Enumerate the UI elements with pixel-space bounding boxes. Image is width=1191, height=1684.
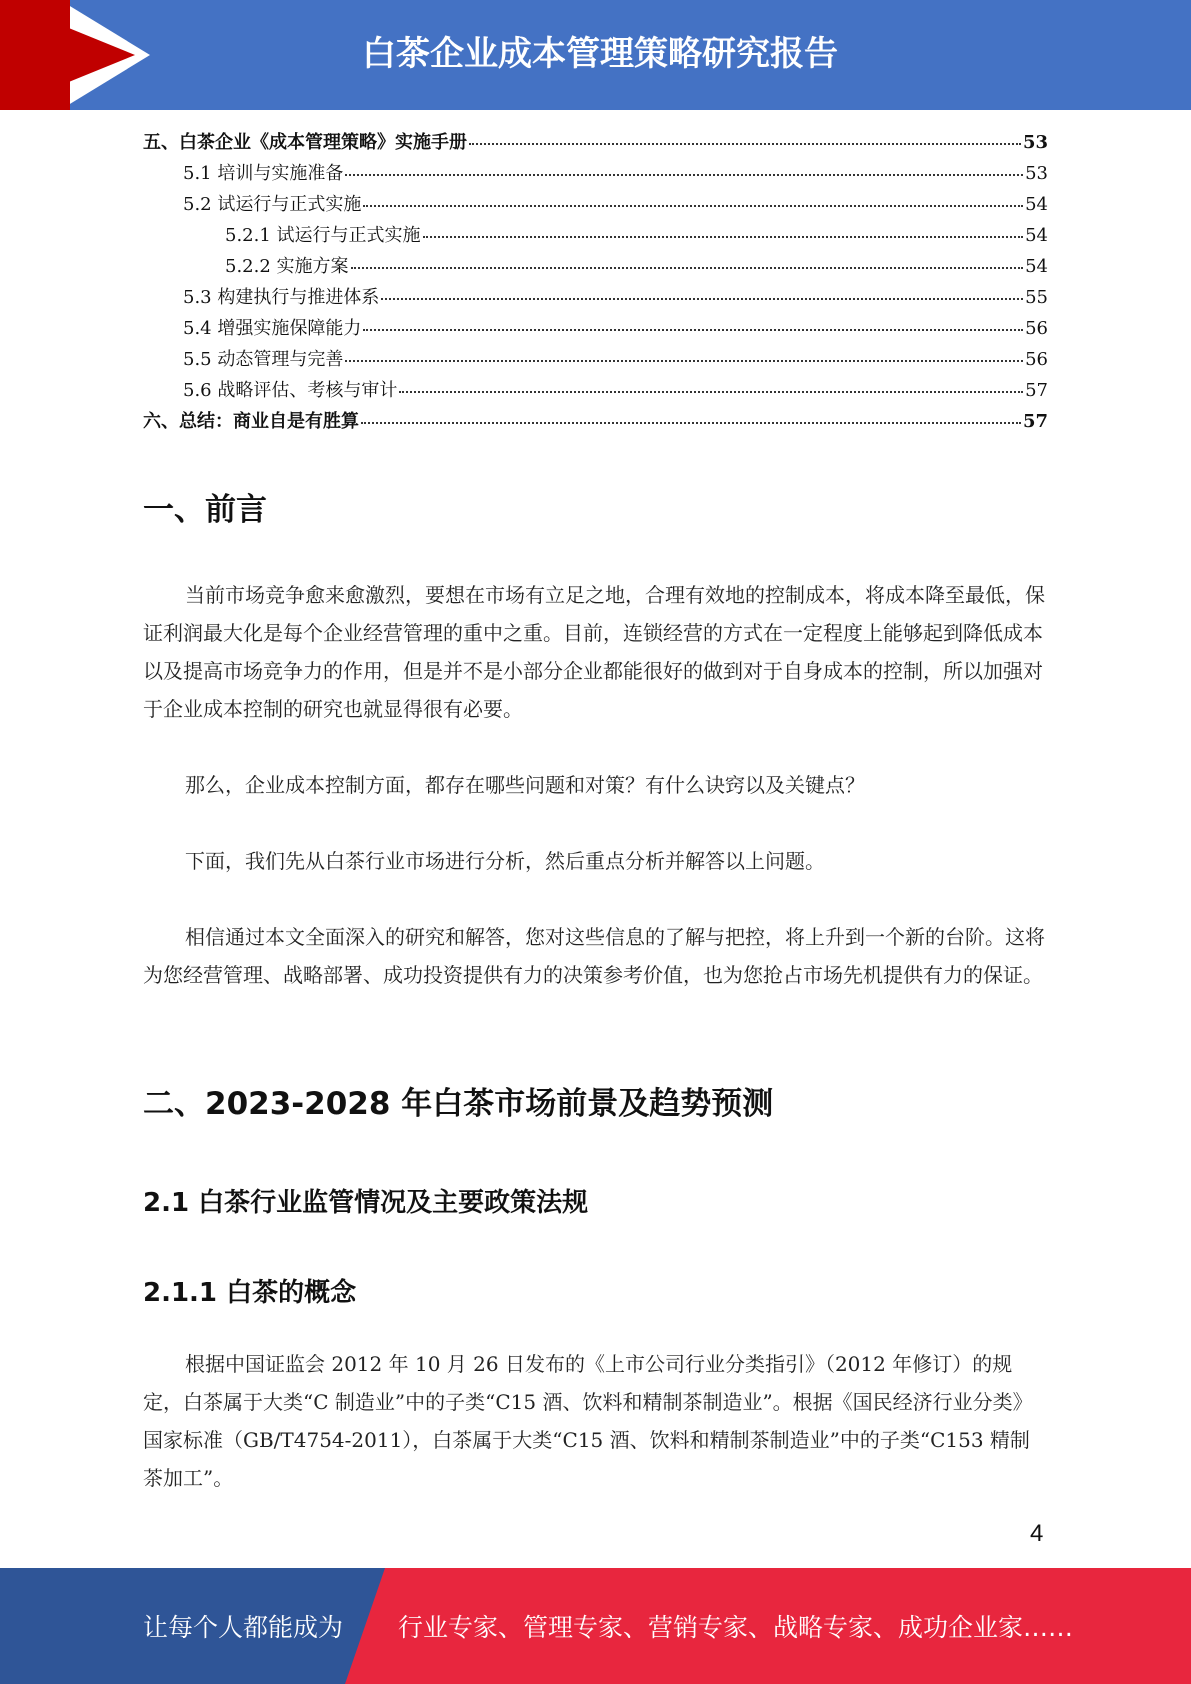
toc-entry-page: 54 (1025, 194, 1048, 215)
toc-leader-dots (363, 187, 1023, 207)
toc-leader-dots (469, 125, 1021, 145)
footer-slogan-right: 行业专家、管理专家、营销专家、战略专家、成功企业家…… (398, 1613, 1074, 1642)
toc-entry-page: 56 (1025, 349, 1048, 370)
toc-entry[interactable] (143, 252, 1048, 283)
toc-entry-label: 5.2.2 实施方案 (225, 256, 349, 277)
toc-entry-page: 57 (1025, 380, 1048, 401)
toc-entry-page: 57 (1022, 411, 1048, 432)
report-title: 白茶企业成本管理策略研究报告 (362, 34, 838, 74)
toc-entry-label: 5.4 增强实施保障能力 (183, 318, 362, 339)
toc-entry-label: 5.3 构建执行与推进体系 (183, 287, 380, 308)
footer-slogan-left: 让每个人都能成为 (143, 1613, 344, 1642)
toc-entry-page: 53 (1022, 132, 1048, 153)
section-heading-preface: 一、前言 (143, 492, 267, 528)
table-of-contents (143, 128, 1048, 438)
toc-entry[interactable] (143, 283, 1048, 314)
paragraph: 根据中国证监会 2012 年 10 月 26 日发布的《上市公司行业分类指引》（2012 年修订）的规定，白茶属于大类“C 制造业”中的子类“C15 酒、饮料和精制茶制造业”。根据《国民经济行业分类》国家标准（GB/T4754-2011），白茶属于大类“C15 酒、饮料和精制茶制造业”中的子类“C153 精制茶加工”。 (143, 1352, 1033, 1490)
toc-leader-dots (363, 311, 1023, 331)
toc-entry-label: 5.2.1 试运行与正式实施 (225, 225, 421, 246)
toc-entry-label: 5.2 试运行与正式实施 (183, 194, 362, 215)
subsection-heading: 2.1 白茶行业监管情况及主要政策法规 (143, 1188, 589, 1218)
toc-entry-label: 六、总结：商业自是有胜算 (143, 411, 359, 432)
paragraph: 那么，企业成本控制方面，都存在哪些问题和对策？有什么诀窍以及关键点？ (185, 773, 865, 797)
page-header (0, 0, 1191, 110)
paragraph: 当前市场竞争愈来愈激烈，要想在市场有立足之地，合理有效地的控制成本，将成本降至最低，保证利润最大化是每个企业经营管理的重中之重。目前，连锁经营的方式在一定程度上能够起到降低成本以及提高市场竞争力的作用，但是并不是小部分企业都能很好的做到对于自身成本的控制，所以加强对于企业成本控制的研究也就显得很有必要。 (143, 583, 1045, 721)
toc-entry-label: 5.5 动态管理与完善 (183, 349, 344, 370)
paragraph: 下面，我们先从白茶行业市场进行分析，然后重点分析并解答以上问题。 (185, 849, 825, 873)
toc-entry-page: 55 (1025, 287, 1048, 308)
paragraph: 相信通过本文全面深入的研究和解答，您对这些信息的了解与把控，将上升到一个新的台阶。这将为您经营管理、战略部署、成功投资提供有力的决策参考价值，也为您抢占市场先机提供有力的保证。 (143, 925, 1045, 987)
subsubsection-heading: 2.1.1 白茶的概念 (143, 1278, 357, 1308)
toc-leader-dots (423, 218, 1024, 238)
toc-entry-page: 53 (1025, 163, 1048, 184)
header-red-arrow (0, 0, 135, 110)
toc-entry[interactable] (143, 221, 1048, 252)
toc-leader-dots (381, 280, 1023, 300)
toc-leader-dots (345, 156, 1023, 176)
page-number: 4 (1030, 1520, 1044, 1547)
toc-entry[interactable] (143, 190, 1048, 221)
toc-entry[interactable] (143, 376, 1048, 407)
toc-entry[interactable] (143, 128, 1048, 159)
toc-entry-label: 5.6 战略评估、考核与审计 (183, 380, 398, 401)
toc-leader-dots (399, 373, 1023, 393)
toc-leader-dots (345, 342, 1023, 362)
toc-leader-dots (361, 404, 1021, 424)
toc-entry-page: 56 (1025, 318, 1048, 339)
toc-entry-label: 5.1 培训与实施准备 (183, 163, 344, 184)
toc-entry-page: 54 (1025, 225, 1048, 246)
toc-entry[interactable] (143, 345, 1048, 376)
toc-entry[interactable] (143, 314, 1048, 345)
toc-entry[interactable] (143, 159, 1048, 190)
toc-entry[interactable] (143, 407, 1048, 438)
section-heading-market: 二、2023-2028 年白茶市场前景及趋势预测 (143, 1086, 774, 1122)
toc-entry-page: 54 (1025, 256, 1048, 277)
page-footer (0, 1568, 1191, 1684)
toc-leader-dots (351, 249, 1024, 269)
toc-entry-label: 五、白茶企业《成本管理策略》实施手册 (143, 132, 467, 153)
